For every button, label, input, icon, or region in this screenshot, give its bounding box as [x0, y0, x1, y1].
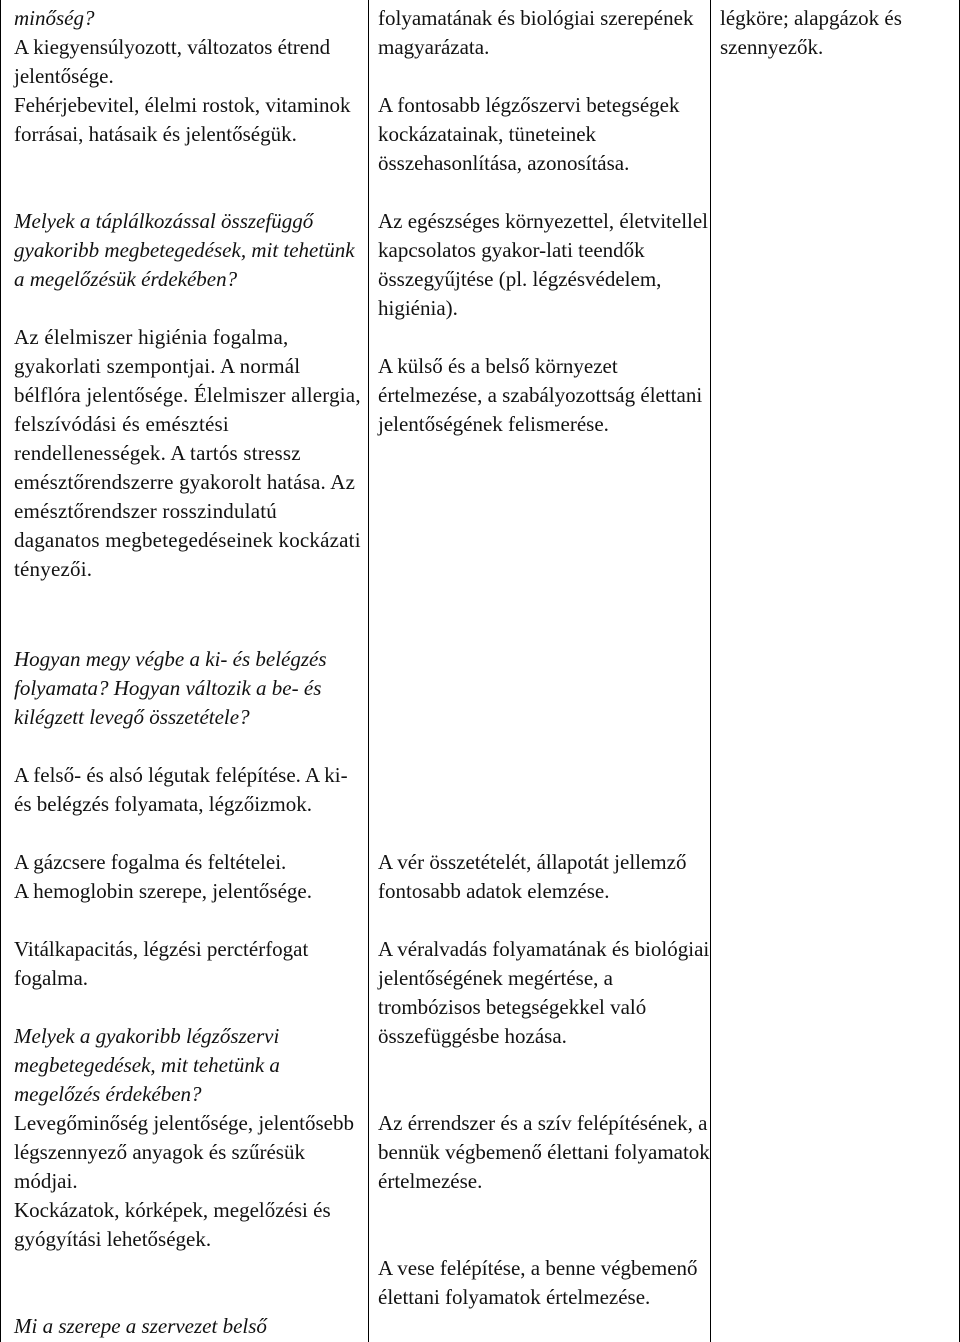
table-divider-1: [368, 0, 369, 1342]
topic-question-end: minőség?: [14, 6, 95, 30]
topic-question-paragraph: [14, 645, 362, 732]
topic-text: A hemoglobin szerepe, jelentősége.: [14, 879, 312, 903]
topic-text: A gázcsere fogalma és feltételei.: [14, 850, 287, 874]
activity-text: A külső és a belső környezet értelmezése, a szabályozottság élettani jelentőségének felismerése.: [378, 354, 703, 436]
topic-text: Fehérjebevitel, élelmi rostok, vitaminok forrásai, hatásaik és jelentőségük.: [14, 93, 351, 146]
activity-text: Az érrendszer és a szív felépítésének, a bennük végbemenő élettani folyamatok értelmezése.: [378, 1111, 710, 1193]
topic-text: Az élelmiszer higiénia fogalma, gyakorlati szempontjai. A normál bélflóra jelentősége. Élelmiszer allergia, felszívódási és emésztési rendellenességek. A tartós stressz emésztőrendszerre gyakorolt hatása. Az emésztőrendszer rosszindulatú daganatos megbetegedéseinek kockázati tényezői.: [14, 325, 361, 581]
topic-text: A kiegyensúlyozott, változatos étrend jelentősége.: [14, 35, 331, 88]
activity-text: A vese felépítése, a benne végbemenő élettani folyamatok értelmezése.: [378, 1256, 698, 1309]
topic-question: Mi a szerepe a szervezet belső: [14, 1314, 267, 1338]
table-border-left: [0, 0, 1, 1342]
table-divider-2: [710, 0, 711, 1342]
topic-text: Kockázatok, kórképek, megelőzési és gyógyítási lehetőségek.: [14, 1198, 331, 1251]
activity-text: A vér összetételét, állapotát jellemző fontosabb adatok elemzése.: [378, 850, 687, 903]
topic-text: Vitálkapacitás, légzési perctérfogat fogalma.: [14, 937, 309, 990]
activity-text: A fontosabb légzőszervi betegségek kockázatainak, tüneteinek összehasonlítása, azonosítása.: [378, 93, 680, 175]
topic-question: Hogyan megy végbe a ki- és belégzés folyamata?: [14, 647, 327, 700]
activity-text: Az egészséges környezettel, életvitellel kapcsolatos gyakor-lati teendők összegyűjtése (pl. légzésvédelem, higiénia).: [378, 209, 709, 320]
topic-question: Hogyan változik a be- és kilégzett levegő összetétele?: [14, 676, 322, 729]
topic-text: Levegőminőség jelentősége, jelentősebb légszennyező anyagok és szűrésük módjai.: [14, 1111, 354, 1193]
topic-question: Melyek a gyakoribb légzőszervi megbetegedések, mit tehetünk a megelőzés érdekében?: [14, 1024, 280, 1106]
activity-text: folyamatának és biológiai szerepének magyarázata.: [378, 6, 694, 59]
activity-text: A véralvadás folyamatának és biológiai jelentőségének megértése, a trombózisos betegségekkel való összefüggésbe hozása.: [378, 937, 710, 1048]
topic-text: A felső- és alsó légutak felépítése. A ki- és belégzés folyamata, légzőizmok.: [14, 763, 348, 816]
concept-text: légköre; alapgázok és szennyezők.: [720, 6, 902, 59]
topic-question: Melyek a táplálkozással összefüggő gyakoribb megbetegedések, mit tehetünk a megelőzésük érdekében?: [14, 209, 355, 291]
